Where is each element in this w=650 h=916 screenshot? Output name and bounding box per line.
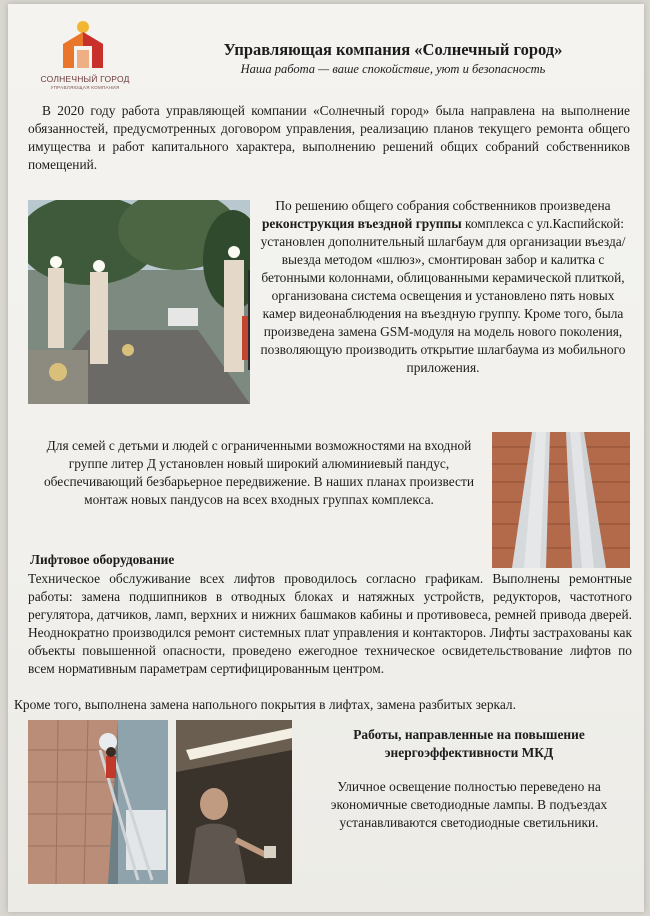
lifts-heading: Лифтовое оборудование [30, 552, 175, 567]
company-logo-icon [60, 20, 106, 70]
flyer-page [8, 4, 644, 912]
gate-reconstruction-text [256, 197, 630, 377]
gate-text-body: комплекса с ул.Каспийской: установлен дополнительный шлагбаум для организации въезда/выезда методом «шлюз», смонтирован забор и калитка с бетонными колоннами, облицованными керамической плиткой, организована система освещения и установлено пять новых камер видеонаблюдения на въездную группу. Кроме того, была произведена замена GSM-модуля на модель нового поколения, позволяющую производить открытие шлагбаума из мобильного приложения. [260, 216, 626, 375]
page-subtitle: Наша работа — ваше спокойствие, уют и безопасность [240, 62, 546, 76]
lifts-paragraph: Техническое обслуживание всех лифтов проводилось согласно графикам. Выполнены ремонтные работы: замена подшипников в отводных блоках и натяжных устройств, редукторов, частотного регулятора, датчиков, ламп, верхних и нижних башмаков кабины и противовеса, ремней привода дверей. Неоднократно производился ремонт системных плат управления и контакторов. Лифты застрахованы как объекты повышенной опасности, проведено ежегодное техническое освидетельствование лифтов по всем нормативным параметрам сертифицированным центром. [28, 571, 632, 676]
energy-heading: Работы, направленные на повышение энергоэффективности МКД [353, 727, 585, 760]
logo-name: СОЛНЕЧНЫЙ ГОРОД [40, 74, 130, 84]
lifts-extra-note: Кроме того, выполнена замена напольного покрытия в лифтах, замена разбитых зеркал. [14, 697, 516, 712]
entrance-gate-photo [28, 200, 250, 404]
gate-text-lead: По решению общего собрания собственников произведена [275, 198, 611, 213]
street-light-repair-photo [28, 720, 168, 884]
energy-paragraph: Уличное освещение полностью переведено на экономичные светодиодные лампы. В подъездах устанавливаются светодиодные светильники. [330, 779, 608, 830]
logo-tagline: УПРАВЛЯЮЩАЯ КОМПАНИЯ [50, 85, 120, 90]
intro-paragraph: В 2020 году работа управляющей компании «Солнечный город» была направлена на выполнение обязанностей, предусмотренных договором управления, реализацию планов текущего ремонта общего имущества и работ капитального характера, выполнению решений общих собраний собственников помещений. [28, 103, 630, 172]
gate-text-highlight: реконструкция въездной группы [261, 216, 462, 231]
led-lamp-installation-photo [176, 720, 292, 884]
page-title: Управляющая компания «Солнечный город» [223, 40, 563, 59]
aluminium-ramp-photo [492, 432, 630, 568]
ramp-paragraph: Для семей с детьми и людей с ограниченными возможностями на входной группе литер Д установлен новый широкий алюминиевый пандус, обеспечивающий безбарьерное передвижение. В наших планах произвести монтаж новых пандусов на всех входных группах комплекса. [43, 438, 475, 507]
